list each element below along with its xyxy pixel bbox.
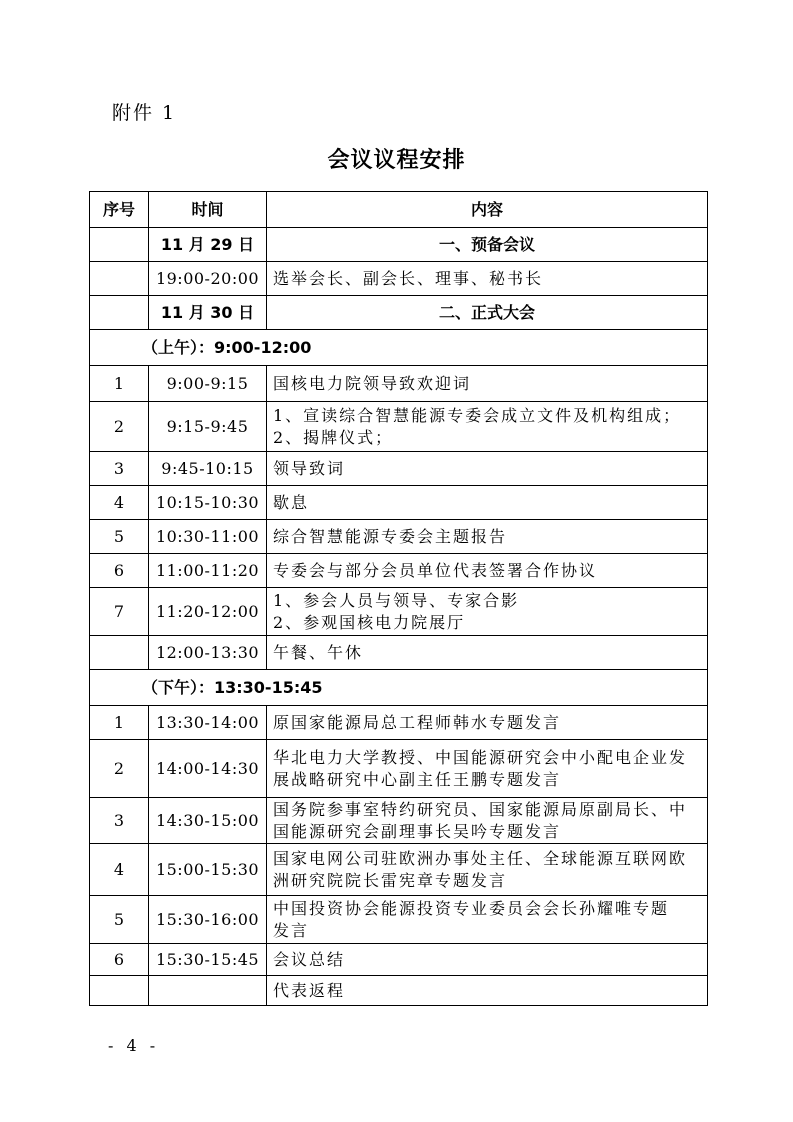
row-content — [267, 740, 708, 798]
row-content — [267, 554, 708, 588]
empty-cell — [90, 296, 149, 330]
content-line: 中国投资协会能源投资专业委员会会长孙耀唯专题 — [273, 898, 670, 918]
content-line: 代表返程 — [273, 980, 346, 1000]
content-line: 会议总结 — [273, 949, 346, 969]
row-content — [267, 520, 708, 554]
table-row — [90, 844, 708, 896]
content-line: 综合智慧能源专委会主题报告 — [273, 526, 508, 546]
row-time: 12:00-13:30 — [149, 636, 267, 670]
table-header-row — [90, 192, 708, 228]
row-number: 1 — [90, 706, 149, 740]
content-line: 国能源研究会副理事长吴吟专题发言 — [273, 821, 562, 841]
attachment-label: 附件 1 — [112, 102, 177, 124]
row-content: 选举会长、副会长、理事、秘书长 — [267, 262, 708, 296]
row-time: 11:00-11:20 — [149, 554, 267, 588]
column-header-time: 时间 — [149, 192, 267, 228]
row-time: 9:00-9:15 — [149, 366, 267, 402]
row-number: 7 — [90, 588, 149, 636]
row-content — [267, 976, 708, 1006]
row-content — [267, 402, 708, 452]
row-content — [267, 896, 708, 944]
table-row — [90, 896, 708, 944]
content-line: 专委会与部分会员单位代表签署合作协议 — [273, 560, 598, 580]
row-number: 4 — [90, 844, 149, 896]
column-header-number: 序号 — [90, 192, 149, 228]
day2-date-row — [90, 296, 708, 330]
row-content — [267, 486, 708, 520]
row-content — [267, 636, 708, 670]
row-number — [90, 262, 149, 296]
content-line: 1、参会人员与领导、专家合影 — [273, 590, 520, 610]
row-number — [90, 636, 149, 670]
table-row — [90, 706, 708, 740]
table-row — [90, 486, 708, 520]
day1-date: 11 月 29 日 — [149, 228, 267, 262]
table-row — [90, 944, 708, 976]
afternoon-section-row — [90, 670, 708, 706]
row-number: 1 — [90, 366, 149, 402]
row-time: 15:00-15:30 — [149, 844, 267, 896]
content-line: 华北电力大学教授、中国能源研究会中小配电企业发 — [273, 747, 688, 767]
table-row — [90, 520, 708, 554]
morning-label: （上午）：9:00-12:00 — [90, 330, 708, 366]
content-line: 原国家能源局总工程师韩水专题发言 — [273, 712, 562, 732]
row-content — [267, 366, 708, 402]
content-line: 展战略研究中心副主任王鹏专题发言 — [273, 769, 562, 789]
row-content — [267, 706, 708, 740]
row-number — [90, 976, 149, 1006]
row-number: 4 — [90, 486, 149, 520]
table-row — [90, 366, 708, 402]
row-time: 14:30-15:00 — [149, 798, 267, 844]
row-number: 3 — [90, 798, 149, 844]
afternoon-items — [90, 706, 708, 1006]
content-line: 2、参观国核电力院展厅 — [273, 612, 466, 632]
row-time: 11:20-12:00 — [149, 588, 267, 636]
morning-section-row — [90, 330, 708, 366]
row-time: 15:30-16:00 — [149, 896, 267, 944]
table-row — [90, 636, 708, 670]
content-line: 歇息 — [273, 492, 310, 512]
row-number: 5 — [90, 896, 149, 944]
day2-date: 11 月 30 日 — [149, 296, 267, 330]
row-time: 14:00-14:30 — [149, 740, 267, 798]
page-title: 会议议程安排 — [327, 148, 466, 173]
row-number: 2 — [90, 402, 149, 452]
row-time: 10:30-11:00 — [149, 520, 267, 554]
row-time: 13:30-14:00 — [149, 706, 267, 740]
table-row — [90, 452, 708, 486]
content-line: 发言 — [273, 920, 310, 940]
row-content — [267, 844, 708, 896]
agenda-table — [89, 191, 708, 1006]
content-line: 2、揭牌仪式； — [273, 427, 394, 447]
morning-items — [90, 366, 708, 670]
content-line: 国家电网公司驻欧洲办事处主任、全球能源互联网欧 — [273, 848, 688, 868]
row-time: 15:30-15:45 — [149, 944, 267, 976]
row-time: 19:00-20:00 — [149, 262, 267, 296]
row-content — [267, 798, 708, 844]
day1-section: 一、预备会议 — [267, 228, 708, 262]
table-row — [90, 798, 708, 844]
row-number: 5 — [90, 520, 149, 554]
row-time: 10:15-10:30 — [149, 486, 267, 520]
row-time — [149, 976, 267, 1006]
row-number: 3 — [90, 452, 149, 486]
row-number: 6 — [90, 554, 149, 588]
table-row — [90, 976, 708, 1006]
empty-cell — [90, 228, 149, 262]
day2-section: 二、正式大会 — [267, 296, 708, 330]
content-line: 洲研究院院长雷宪章专题发言 — [273, 870, 508, 890]
row-content — [267, 452, 708, 486]
content-line: 国务院参事室特约研究员、国家能源局原副局长、中 — [273, 799, 688, 819]
table-row — [90, 588, 708, 636]
content-line: 午餐、午休 — [273, 642, 364, 662]
table-row — [90, 262, 708, 296]
content-line: 1、宣读综合智慧能源专委会成立文件及机构组成； — [273, 405, 682, 425]
day1-date-row — [90, 228, 708, 262]
row-content — [267, 944, 708, 976]
column-header-content: 内容 — [267, 192, 708, 228]
table-row — [90, 740, 708, 798]
row-time: 9:45-10:15 — [149, 452, 267, 486]
row-number: 2 — [90, 740, 149, 798]
page-number: - 4 - — [108, 1036, 160, 1055]
row-number: 6 — [90, 944, 149, 976]
table-row — [90, 554, 708, 588]
row-content — [267, 588, 708, 636]
content-line: 国核电力院领导致欢迎词 — [273, 373, 472, 393]
afternoon-label: （下午）：13:30-15:45 — [90, 670, 708, 706]
table-row — [90, 402, 708, 452]
row-time: 9:15-9:45 — [149, 402, 267, 452]
content-line: 领导致词 — [273, 458, 346, 478]
